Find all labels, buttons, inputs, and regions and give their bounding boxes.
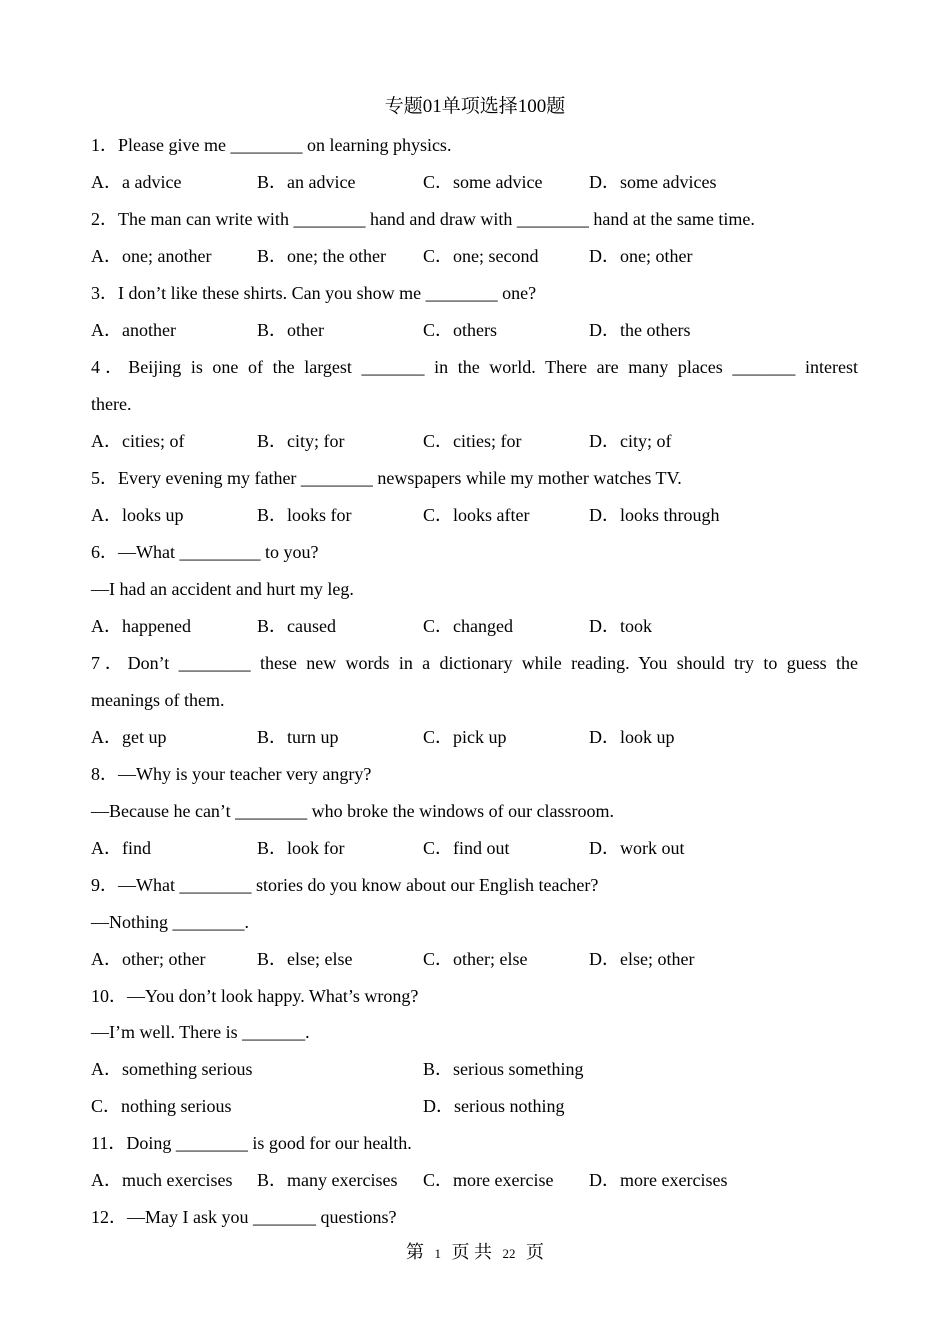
question-8: 8．—Why is your teacher very angry? — [91, 764, 372, 784]
question-10: 10．—You don’t look happy. What’s wrong? — [91, 986, 419, 1006]
option-c: C．pick up — [423, 727, 507, 747]
footer-prefix: 第 — [406, 1242, 424, 1262]
options-q6 — [91, 614, 858, 638]
option-c: C．other; else — [423, 949, 528, 969]
option-a: A．find — [91, 838, 151, 858]
question-10-reply: —I’m well. There is _______. — [91, 1022, 310, 1042]
option-b: B．many exercises — [257, 1170, 398, 1190]
question-1: 1．Please give me ________ on learning physics. — [91, 135, 452, 155]
options-q3 — [91, 318, 858, 342]
option-c: C．some advice — [423, 172, 543, 192]
option-b: B．turn up — [257, 727, 339, 747]
option-c: C．more exercise — [423, 1170, 554, 1190]
question-12: 12．—May I ask you _______ questions? — [91, 1207, 397, 1227]
options-q2 — [91, 244, 858, 268]
question-7-continued: meanings of them. — [91, 690, 225, 710]
options-q9 — [91, 947, 858, 971]
question-7: 7．Don’t ________ these new words in a dictionary while reading. You should try to guess the — [91, 653, 858, 673]
question-2: 2．The man can write with ________ hand and draw with ________ hand at the same time. — [91, 209, 755, 229]
current-page-number: 1 — [434, 1246, 441, 1261]
footer-suffix: 页 — [526, 1242, 544, 1262]
option-d: D．more exercises — [589, 1170, 728, 1190]
option-b: B．city; for — [257, 431, 345, 451]
option-a: A．something serious — [91, 1059, 253, 1079]
option-a: A．one; another — [91, 246, 212, 266]
options-q5 — [91, 503, 858, 527]
question-6: 6．—What _________ to you? — [91, 542, 319, 562]
option-a: A．other; other — [91, 949, 206, 969]
options-q8 — [91, 836, 858, 860]
option-d: D．work out — [589, 838, 685, 858]
option-d: D．else; other — [589, 949, 695, 969]
option-d: D．took — [589, 616, 652, 636]
question-4-continued: there. — [91, 394, 132, 414]
question-3: 3．I don’t like these shirts. Can you show me ________ one? — [91, 283, 537, 303]
options-q10-row2 — [91, 1094, 858, 1118]
option-b: B．looks for — [257, 505, 352, 525]
question-9: 9．—What ________ stories do you know about our English teacher? — [91, 875, 599, 895]
option-a: A．looks up — [91, 505, 184, 525]
option-c: C．cities; for — [423, 431, 522, 451]
option-b: B．caused — [257, 616, 336, 636]
page-title: 专题01单项选择100题 — [384, 96, 566, 117]
question-11: 11．Doing ________ is good for our health. — [91, 1133, 412, 1153]
footer-mid: 页 共 — [451, 1242, 492, 1262]
option-b: B．one; the other — [257, 246, 386, 266]
option-a: A．much exercises — [91, 1170, 233, 1190]
question-6-reply: —I had an accident and hurt my leg. — [91, 579, 354, 599]
option-d: D．city; of — [589, 431, 672, 451]
options-q10-row1 — [91, 1057, 858, 1081]
option-c: C．nothing serious — [91, 1096, 232, 1116]
options-q7 — [91, 725, 858, 749]
question-9-reply: —Nothing ________. — [91, 912, 250, 932]
option-c: C．changed — [423, 616, 513, 636]
option-c: C．find out — [423, 838, 510, 858]
question-8-reply: —Because he can’t ________ who broke the windows of our classroom. — [91, 801, 615, 821]
option-d: D．one; other — [589, 246, 693, 266]
option-c: C．one; second — [423, 246, 539, 266]
question-5: 5．Every evening my father ________ newspapers while my mother watches TV. — [91, 468, 682, 488]
question-4: 4．Beijing is one of the largest _______ in the world. There are many places _______ interest — [91, 357, 858, 377]
page-footer — [0, 1240, 950, 1266]
options-q1 — [91, 170, 858, 194]
option-b: B．else; else — [257, 949, 353, 969]
option-d: D．look up — [589, 727, 675, 747]
option-a: A．happened — [91, 616, 191, 636]
option-d: D．looks through — [589, 505, 720, 525]
option-a: A．get up — [91, 727, 167, 747]
option-b: B．look for — [257, 838, 345, 858]
option-b: B．an advice — [257, 172, 356, 192]
option-b: B．serious something — [423, 1059, 584, 1079]
options-q11 — [91, 1168, 858, 1192]
option-d: D．the others — [589, 320, 691, 340]
total-pages-number: 22 — [502, 1246, 516, 1261]
option-a: A．a advice — [91, 172, 182, 192]
option-c: C．looks after — [423, 505, 530, 525]
option-d: D．some advices — [589, 172, 717, 192]
option-d: D．serious nothing — [423, 1096, 565, 1116]
option-c: C．others — [423, 320, 497, 340]
options-q4 — [91, 429, 858, 453]
option-a: A．another — [91, 320, 176, 340]
option-a: A．cities; of — [91, 431, 185, 451]
option-b: B．other — [257, 320, 324, 340]
